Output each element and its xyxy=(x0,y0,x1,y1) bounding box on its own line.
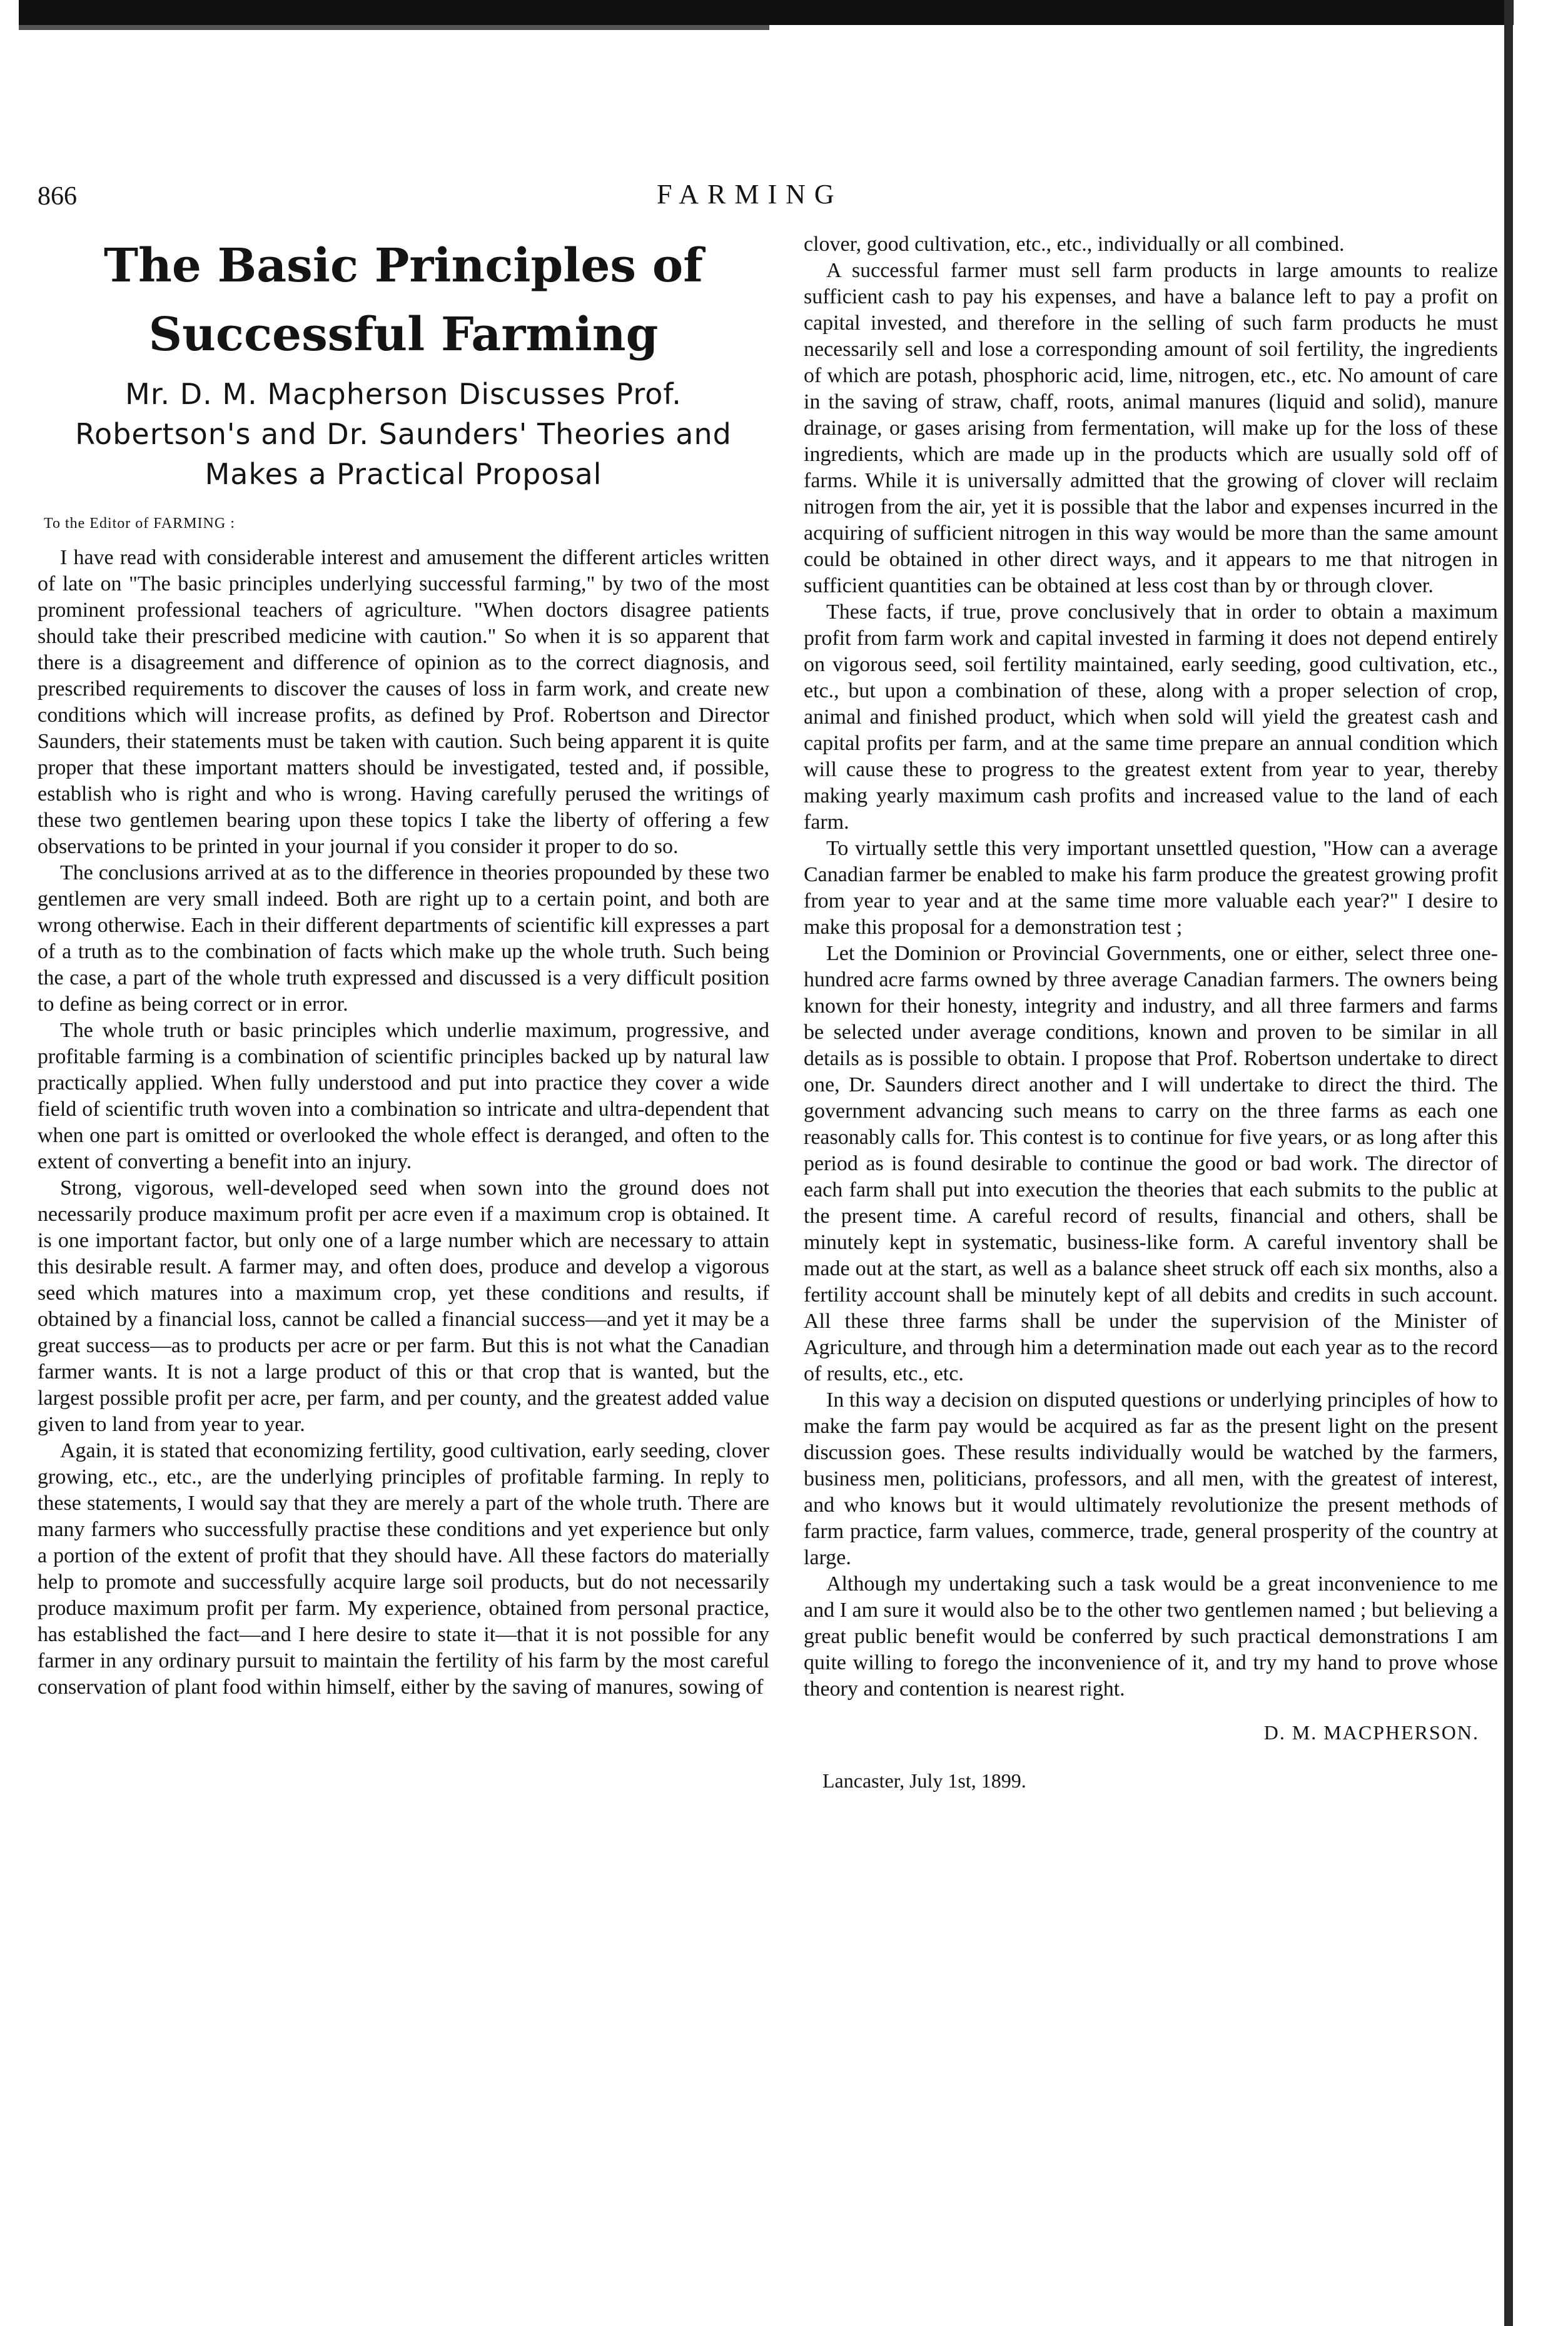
page-number: 866 xyxy=(38,182,77,211)
author-signature: D. M. MACPHERSON. xyxy=(1263,1721,1479,1744)
page-edge xyxy=(1504,0,1513,2326)
body-paragraph: Let the Dominion or Provincial Governments, one or either, select three one-hundred acre farms owned by three average Canadian farmers. The owners being known for their honesty, integrity and industry, and all three farmers and farms be selected under average conditions, known and proven to be similar in all details as is possible to obtain. I propose that Prof. Robertson undertake to direct one, Dr. Saunders direct another and I will undertake to direct the third. The government advancing such means to carry on the three farms as each one reasonably calls for. This contest is to continue for five years, or as long after this period as is found desirable to continue the good or bad work. The director of each farm shall put into execution the theories that each submits to the public at the present time. A careful record of results, financial and others, shall be minutely kept in systematic, business-like form. A careful inventory shall be made out at the start, as well as a balance sheet struck off each six months, also a fertility account shall be minutely kept of all debits and credits in such account. All these three farms shall be under the supervision of the Minister of Agriculture, and through him a determination made out each year as to the record of results, etc., etc. xyxy=(804,942,1498,1385)
body-paragraph: In this way a decision on disputed questions or underlying principles of how to make the farm pay would be acquired as far as the present light on the present discussion goes. These results individually would be watched by the farmers, business men, politicians, professors, and all men, with the greatest of interest, and who knows but it would ultimately revolutionize the present methods of farm practice, farm values, commerce, trade, general prosperity of the country at large. xyxy=(804,1388,1498,1569)
body-paragraph: Again, it is stated that economizing fertility, good cultivation, early seeding, clover growing, etc., etc., are the underlying principles of profitable farming. In reply to these statements, I would say that they are merely a part of the whole truth. There are many farmers who successfully practise these conditions and yet experience but only a portion of the extent of profit that they should have. All these factors do materially help to promote and successfully acquire large soil products, but do not necessarily produce maximum profit per farm. My experience, obtained from personal practice, has established the fact—and I here desire to state it—that it is not possible for any farmer in any ordinary pursuit to maintain the fertility of his farm by the most careful conservation of plant food within himself, either by the saving of manures, sowing of xyxy=(38,1439,769,1699)
body-paragraph: A successful farmer must sell farm products in large amounts to realize sufficient cash to pay his expenses, and have a balance left to pay a profit on capital invested, and therefore in the selling of such farm products he must necessarily sell and lose a corresponding amount of soil fertility, the ingredients of which are potash, phosphoric acid, lime, nitrogen, etc., etc. No amount of care in the saving of straw, chaff, roots, animal manures (liquid and solid), manure drainage, or gases arising from fermentation, will make up for the loss of these ingredients, which are made up in the products which are usually sold off of farms. While it is universally admitted that the growing of clover will reclaim nitrogen from the air, yet it is possible that the labor and expenses incurred in the acquiring of sufficient nitrogen in this way would be more than the same amount could be obtained in other direct ways, and it appears to me that nitrogen in sufficient quantities can be obtained at less cost than by or through clover. xyxy=(804,259,1498,597)
body-paragraph: clover, good cultivation, etc., etc., individually or all combined. xyxy=(804,233,1345,256)
right-column xyxy=(804,231,1498,1793)
article-subtitle: Mr. D. M. Macpherson Discusses Prof. Robertson's and Dr. Saunders' Theories and Makes a Practical Proposal xyxy=(75,377,732,491)
body-paragraph: To virtually settle this very important unsettled question, "How can a average Canadian farmer be enabled to make his farm produce the greatest growing profit from year to year and at the same time more valuable each year?" I desire to make this proposal for a demonstration test ; xyxy=(804,837,1498,939)
top-scan-rule xyxy=(19,0,1514,25)
body-paragraph: The conclusions arrived at as to the difference in theories propounded by these two gentlemen are very small indeed. Both are right up to a certain point, and both are wrong otherwise. Each in their different departments of scientific kill expresses a part of a truth as to the combination of facts which make up the whole truth. Such being the case, a part of the whole truth expressed and discussed is a very difficult position to define as being correct or in error. xyxy=(38,861,769,1016)
salutation: To the Editor of FARMING : xyxy=(44,515,235,532)
top-scan-rule-secondary xyxy=(19,25,769,30)
body-paragraph: These facts, if true, prove conclusively that in order to obtain a maximum profit from farm work and capital invested in farming it does not depend entirely on vigorous seed, soil fertility maintained, early seeding, good cultivation, etc., etc., but upon a combination of these, along with a proper selection of crop, animal and finished product, which when sold will yield the greatest cash and capital profits per farm, and at the same time prepare an annual condition which will cause these to progress to the greatest extent from year to year, thereby making yearly maximum cash profits and increased value to the land of each farm. xyxy=(804,600,1498,834)
body-paragraph: Although my undertaking such a task would be a great inconvenience to me and I am sure it would also be to the other two gentlemen named ; but believing a great public benefit would be conferred by such practical demonstrations I am quite willing to forego the inconvenience of it, and try my hand to prove whose theory and contention is nearest right. xyxy=(804,1572,1498,1701)
body-paragraph: I have read with considerable interest and amusement the different articles written of late on "The basic principles underlying successful farming," by two of the most prominent professional teachers of agriculture. "When doctors disagree patients should take their prescribed medicine with caution." So when it is so apparent that there is a disagreement and difference of opinion as to the correct diagnosis, and prescribed requirements to discover the causes of loss in farm work, and create new conditions which will increase profits, as defined by Prof. Robertson and Director Saunders, their statements must be taken with caution. Such being apparent it is quite proper that these important matters should be investigated, tested and, if possible, establish who is right and who is wrong. Having carefully perused the writings of these two gentlemen bearing upon these topics I take the liberty of offering a few observations to be printed in your journal if you consider it proper to do so. xyxy=(38,546,769,858)
body-paragraph: The whole truth or basic principles which underlie maximum, progressive, and profitable farming is a combination of scientific principles backed up by natural law practically applied. When fully understood and put into practice they cover a wide field of scientific truth woven into a combination so intricate and ultra-dependent that when one part is omitted or overlooked the whole effect is deranged, and often to the extent of converting a benefit into an injury. xyxy=(38,1019,769,1173)
running-title: FARMING xyxy=(657,179,843,210)
body-paragraph: Strong, vigorous, well-developed seed when sown into the ground does not necessarily produce maximum profit per acre even if a maximum crop is obtained. It is one important factor, but only one of a large number which are necessary to attain this desirable result. A farmer may, and often does, produce and develop a vigorous seed which matures into a maximum crop, yet these conditions and results, if obtained by a financial loss, cannot be called a financial success—and yet it may be a great success—as to products per acre or per farm. But this is not what the Canadian farmer wants. It is not a large product of this or that crop that is wanted, but the largest possible profit per acre, per farm, and per county, and the greatest added value given to land from year to year. xyxy=(38,1176,769,1436)
left-column xyxy=(38,231,769,1701)
dateline: Lancaster, July 1st, 1899. xyxy=(822,1769,1026,1792)
article-title: The Basic Principles of Successful Farming xyxy=(103,239,704,362)
